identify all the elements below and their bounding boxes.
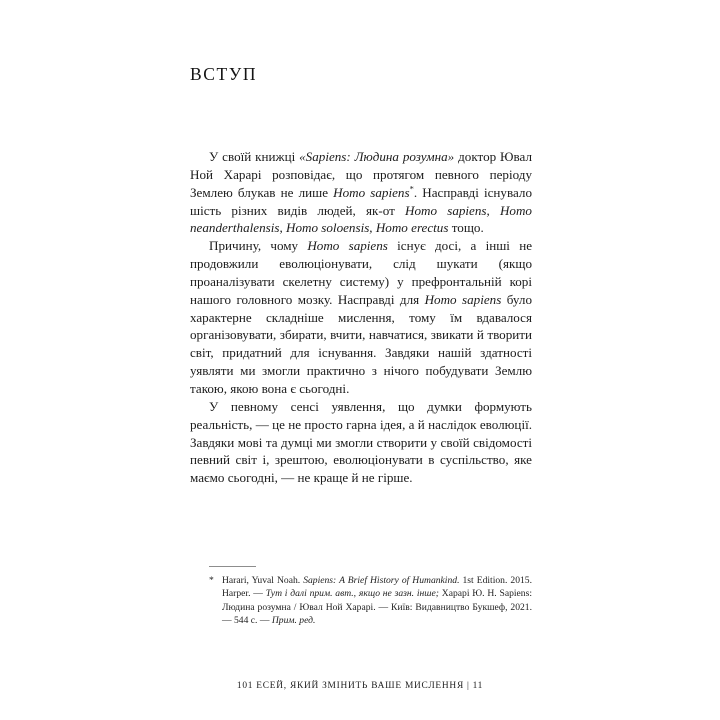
- page-title: ВСТУП: [190, 63, 258, 84]
- run-italic: Тут і далі прим. авт., якщо не зазн. інше;: [265, 588, 439, 600]
- run-text: Харарі Ю. Н. Sapiens: Людина розумна / Ювал Ной Харарі. — Київ: Видавництво Букшеф, 2021. — 544 с. —: [222, 588, 532, 626]
- body-text-block: [190, 148, 532, 487]
- paragraph-1: [190, 148, 532, 237]
- run-italic: Прим. ред.: [271, 614, 316, 626]
- run-italic: Sapiens: A Brief History of Humankind.: [303, 575, 460, 586]
- run-italic: Homo sapiens: [424, 291, 502, 307]
- run-text: Причину, чому: [209, 238, 308, 254]
- running-footer: [0, 681, 720, 691]
- run-text: було характерне складніше мислення, тому їм вдавалося організовувати, збирати, вчити, навчатися, звикати й творити світ, придатний для існування. Завдяки нашій здатності уявляти ми змогли практично з нічого побудувати Землю такою, якою вона є сьогодні.: [190, 291, 532, 396]
- run-italic: Homo sapiens: [307, 238, 388, 254]
- run-text: Harari, Yuval Noah.: [222, 575, 304, 586]
- run-text: 1st Edition. 2015. Harper. —: [222, 575, 532, 600]
- run-italic: Homo sapiens: [333, 184, 410, 200]
- run-text: У своїй книжці: [209, 149, 300, 164]
- run-italic-quote: «Sapiens: Людина розумна»: [299, 149, 455, 164]
- footer-separator: |: [466, 681, 470, 691]
- run-text: . Насправді існувало шість різних видів людей, як-от: [190, 184, 532, 218]
- page-number: 11: [472, 681, 484, 691]
- run-text: У певному сенсі уявлення, що думки формують реальність, — це не просто гарна ідея, а й наслідок еволюції. Завдяки мові та думці ми змогли створити у своїй свідомості певний світ і, зрештою, еволюціонувати в суспільство, яке маємо сьогодні, — не краще й не гірше.: [190, 398, 532, 486]
- paragraph-2: [190, 237, 532, 398]
- footnote-separator-rule: [209, 566, 256, 567]
- paragraph-3: [190, 398, 532, 487]
- run-text: доктор Ювал Ной Харарі розповідає, що протягом певного періоду Землею блукав не лише: [190, 149, 532, 200]
- footnote-text: [209, 574, 532, 627]
- footer-book-title: 101 ЕСЕЙ, ЯКИЙ ЗМІНИТЬ ВАШЕ МИСЛЕННЯ: [236, 681, 464, 691]
- run-text: існує досі, а інші не продовжили еволюціонувати, слід шукати (якщо проаналізувати скелетну систему) у префронтальній корі нашого головного мозку. Насправді для: [190, 238, 533, 307]
- footnote-section: [209, 566, 532, 627]
- footnote-reference-marker[interactable]: *: [409, 183, 414, 194]
- run-italic: Homo sapiens, Homo neanderthalensis, Homo soloensis, Homo erectus: [190, 202, 532, 236]
- run-text: тощо.: [448, 220, 484, 236]
- footnote-marker: *: [209, 575, 214, 586]
